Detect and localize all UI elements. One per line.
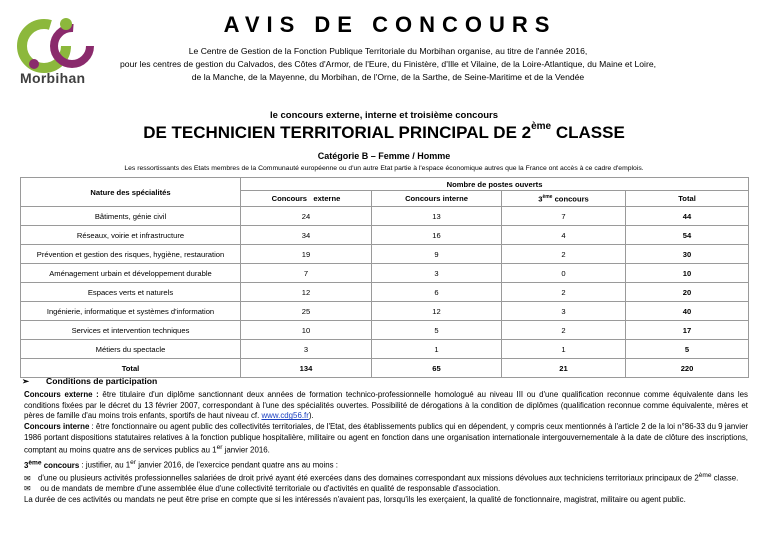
header-troisieme-sup: ème — [542, 193, 553, 200]
closing-text: La durée de ces activités ou mandats ne peut être prise en compte que si les intéressés n'avaient pas, lorsqu'ils les exerçaient, la qualité de fonctionnaire, magistrat, militaire ou agent public. — [24, 495, 686, 505]
troisieme-label-text: concours — [41, 460, 80, 470]
header-postes-ouverts: Nombre de postes ouverts — [241, 178, 749, 191]
table-row — [21, 264, 749, 283]
cell-grand-total: 220 — [626, 359, 749, 378]
cell-interne: 6 — [372, 283, 502, 302]
cell-specialite: Métiers du spectacle — [21, 340, 241, 359]
troisieme-sup: ème — [28, 459, 42, 466]
cell-externe: 12 — [241, 283, 372, 302]
table-row — [21, 302, 749, 321]
cell-externe: 3 — [241, 340, 372, 359]
cell-troisieme: 3 — [502, 302, 626, 321]
cell-total-interne: 65 — [372, 359, 502, 378]
table-row — [21, 245, 749, 264]
concours-type: le concours externe, interne et troisième concours — [269, 110, 499, 121]
troisieme-text-b: janvier 2016, de l'exercice pendant quatre ans au moins : — [136, 460, 338, 470]
intro-text — [118, 45, 658, 84]
interne-label: Concours interne — [24, 422, 90, 431]
troisieme-label — [24, 461, 79, 470]
bullet-icon: ✉ — [24, 484, 31, 494]
intro-line: pour les centres de gestion du Calvados, des Côtes d'Armor, de l'Eure, du Finistère, d'Ille et Vilaine, de la Loire-Atlantique, du Maine et Loire, — [120, 59, 656, 69]
cell-troisieme: 4 — [502, 226, 626, 245]
cell-total: 40 — [626, 302, 749, 321]
cell-specialite: Aménagement urbain et développement durable — [21, 264, 241, 283]
cell-interne: 13 — [372, 207, 502, 226]
cell-interne: 9 — [372, 245, 502, 264]
intro-line: de la Manche, de la Mayenne, du Morbihan, de l'Orne, de la Sarthe, de Seine-Maritime et de la Vendée — [191, 72, 585, 82]
logo-wordmark: Morbihan — [20, 70, 86, 86]
cell-total-label: Total — [21, 359, 241, 378]
cell-specialite: Espaces verts et naturels — [21, 283, 241, 302]
bullet1-sup: ème — [698, 472, 712, 480]
table-row — [21, 321, 749, 340]
cell-externe: 7 — [241, 264, 372, 283]
cdg56-link[interactable]: www.cdg56.fr — [261, 411, 309, 421]
cell-troisieme: 2 — [502, 283, 626, 302]
troisieme-intro — [24, 458, 748, 471]
cell-externe: 10 — [241, 321, 372, 340]
header-externe: Concours externe — [241, 191, 372, 207]
troisieme-paragraph — [24, 458, 748, 506]
interne-sup: er — [216, 444, 223, 452]
cell-interne: 5 — [372, 321, 502, 340]
cell-total-troisieme: 21 — [502, 359, 626, 378]
bullet-item — [24, 471, 748, 484]
cell-externe: 34 — [241, 226, 372, 245]
total-row — [21, 359, 749, 378]
cell-total-externe: 134 — [241, 359, 372, 378]
header-specialites: Nature des spécialités — [21, 178, 241, 207]
externe-paragraph — [24, 390, 748, 422]
cell-specialite: Bâtiments, génie civil — [21, 207, 241, 226]
cell-total: 54 — [626, 226, 749, 245]
eligibility-note: Les ressortissants des Etats membres de la Communauté européenne ou d'un autre Etat partie à l'espace économique autres que la France ont accès à ce cadre d'emplois. — [124, 165, 644, 172]
cell-externe: 19 — [241, 245, 372, 264]
arrow-bullet-icon: ➢ — [22, 376, 30, 386]
cell-total: 17 — [626, 321, 749, 340]
cell-interne: 1 — [372, 340, 502, 359]
bullet1-text: d'une ou plusieurs activités professionnelles salariées de droit privé ayant été exercées dans des domaines correspondant aux missions dévolues aux techniciens territoriaux principaux de 2 — [38, 473, 699, 483]
table-row — [21, 283, 749, 302]
cell-specialite: Réseaux, voirie et infrastructure — [21, 226, 241, 245]
troisieme-text-a: : justifier, au 1 — [79, 460, 131, 470]
conditions-heading-text: Conditions de participation — [46, 376, 158, 386]
cell-troisieme: 2 — [502, 245, 626, 264]
cell-total: 5 — [626, 340, 749, 359]
externe-label: Concours externe : — [24, 390, 99, 399]
externe-end: ). — [308, 411, 314, 421]
category: Catégorie B – Femme / Homme — [317, 151, 451, 161]
page-title: AVIS DE CONCOURS — [223, 12, 557, 37]
header-troisieme-rest: concours — [552, 194, 589, 204]
cell-total: 44 — [626, 207, 749, 226]
grade-sup: ème — [531, 121, 552, 132]
troisieme-text-sup: er — [130, 459, 137, 466]
interne-end: janvier 2016. — [222, 445, 270, 455]
header-total: Total — [626, 191, 749, 207]
cell-troisieme: 7 — [502, 207, 626, 226]
table-row — [21, 226, 749, 245]
cell-troisieme: 1 — [502, 340, 626, 359]
bullet-item — [24, 484, 748, 495]
cell-interne: 16 — [372, 226, 502, 245]
cell-total: 20 — [626, 283, 749, 302]
grade-title — [0, 123, 768, 143]
grade-end: CLASSE — [551, 123, 625, 142]
bullet1-end: classe. — [711, 473, 739, 483]
header-troisieme — [502, 191, 626, 207]
conditions-heading — [22, 376, 157, 387]
externe-text: être titulaire d'un diplôme sanctionnant deux années de formation technico-professionnelle homologué au niveau III ou d'une qualification reconnue comme équivalente dans les conditions fixées par le décret du 13 février 2007, correspondant à l'une des spécialités ouvertes. Possibilité de dérogations à la condition de diplômes (qualification reconnue comme équivalente, mères et pères de famille d'au moins trois enfants, sportifs de haut niveau cf. — [24, 390, 748, 421]
cell-interne: 3 — [372, 264, 502, 283]
cell-total: 10 — [626, 264, 749, 283]
header-troisieme-num: 3 — [538, 194, 543, 204]
cell-externe: 25 — [241, 302, 372, 321]
cell-externe: 24 — [241, 207, 372, 226]
cell-interne: 12 — [372, 302, 502, 321]
cell-total: 30 — [626, 245, 749, 264]
cell-troisieme: 2 — [502, 321, 626, 340]
grade-main: DE TECHNICIEN TERRITORIAL PRINCIPAL DE 2 — [143, 123, 532, 142]
cell-specialite: Ingénierie, informatique et systèmes d'information — [21, 302, 241, 321]
table-row — [21, 340, 749, 359]
interne-text: : être fonctionnaire ou agent public des collectivités territoriales, de l'Etat, des établissements publics qui en dépendent, y compris ceux mentionnés à l'article 2 de la loi n°86-33 du 9 janvier 1986 portant dispositions statutaires relatives à la fonction publique hospitalière, militaire ou agent en fonction dans une organisation internationale intergouvernementale à la date de clôture des inscriptions, comptant au moins quatre ans de services publics au 1 — [24, 422, 748, 455]
bullet-icon: ✉ — [24, 473, 31, 483]
postes-table — [20, 177, 749, 378]
troisieme-num: 3 — [24, 460, 29, 470]
header-interne: Concours interne — [372, 191, 502, 207]
cell-specialite: Prévention et gestion des risques, hygiène, restauration — [21, 245, 241, 264]
table-row — [21, 207, 749, 226]
bullet2-text: ou de mandats de membre d'une assemblée élue d'une collectivité territoriale ou d'activités en qualité de responsable d'association. — [38, 484, 501, 494]
cell-specialite: Services et intervention techniques — [21, 321, 241, 340]
cell-troisieme: 0 — [502, 264, 626, 283]
interne-paragraph — [24, 422, 748, 456]
intro-line: Le Centre de Gestion de la Fonction Publique Territoriale du Morbihan organise, au titre de l'année 2016, — [188, 46, 588, 56]
